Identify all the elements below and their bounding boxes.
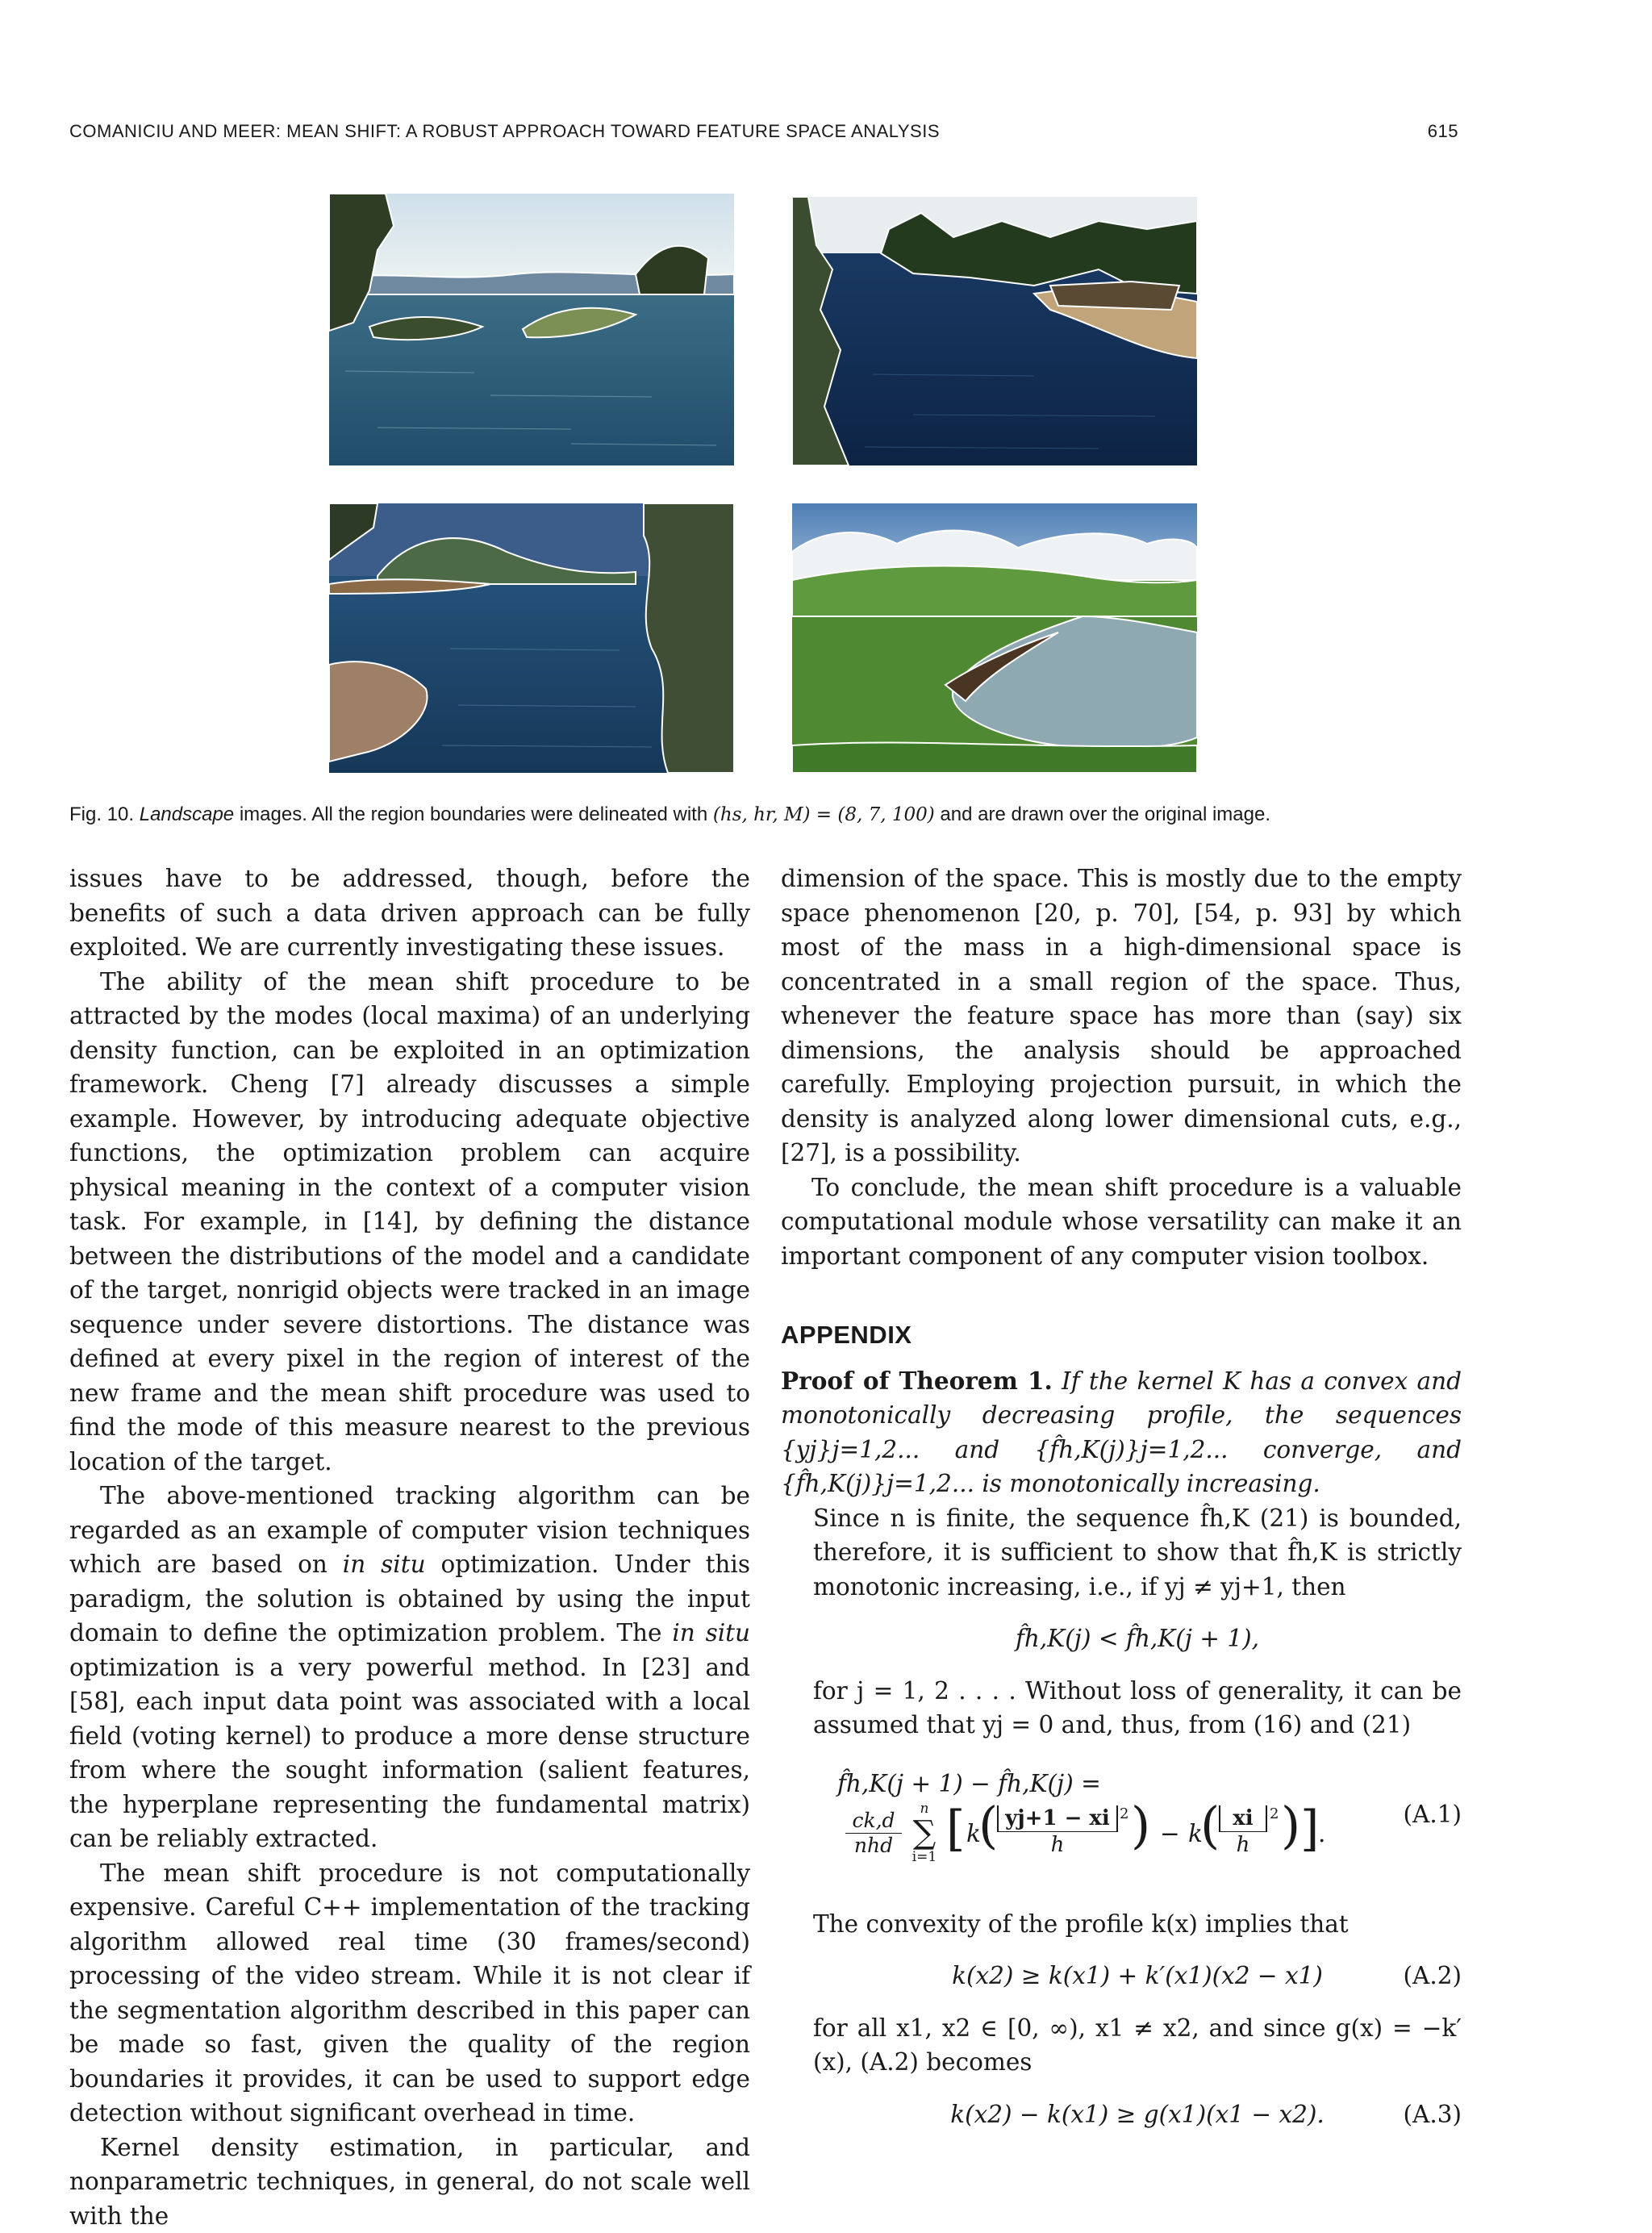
appendix-heading: APPENDIX xyxy=(781,1318,1462,1353)
eq-a1-sum-top: n xyxy=(908,1801,941,1817)
equation-inline-1: f̂h,K(j) < f̂h,K(j + 1), xyxy=(813,1622,1462,1656)
left-column xyxy=(69,862,750,2233)
theorem-text: If the kernel K has a convex and monotonically decreasing profile, the sequences {yj}j=1,2... and {f̂h,K(j)}j=1,2... converge, and {f̂h,K(j)}j=1,2... is monotonically increasing. xyxy=(781,1367,1462,1498)
running-title: COMANICIU AND MEER: MEAN SHIFT: A ROBUST APPROACH TOWARD FEATURE SPACE ANALYSIS xyxy=(69,121,940,142)
page-number: 615 xyxy=(1428,121,1458,142)
left-paragraph-4: The mean shift procedure is not computationally expensive. Careful C++ implementation of the tracking algorithm allowed real time (30 frames/second) processing of the video stream. While it is not clear if the segmentation algorithm described in this paper can be made so fast, given the quality of the region boundaries it provides, it can be used to support edge detection without significant overhead in time. xyxy=(69,1856,750,2131)
caption-text-2: and are drawn over the original image. xyxy=(940,803,1270,825)
left-paragraph-2: The ability of the mean shift procedure to be attracted by the modes (local maxima) of an underlying density function, can be exploited in an optimization framework. Cheng [7] already discusses a simple example. However, by introducing adequate objective functions, the optimization problem can acquire physical meaning in the context of a computer vision task. For example, in [14], by defining the distance between the distributions of the model and a candidate of the target, nonrigid objects were tracked in an image sequence under severe distortions. The distance was defined at every pixel in the region of interest of the new frame and the mean shift procedure was used to find the mode of this measure nearest to the previous location of the target. xyxy=(69,965,750,1480)
right-paragraph-2: To conclude, the mean shift procedure is a valuable computational module whose versatility can make it an important component of any computer vision toolbox. xyxy=(781,1171,1462,1274)
equation-a1: f̂h,K(j + 1) − f̂h,K(j) = ck,d nhd n ∑ i=1 [ k ( $\frac{yj+1 - xi}{h}$ 2 ) − k ( xi h 2 ) ] . (A.1) xyxy=(813,1767,1462,1888)
eq-a2-body: k(x2) ≥ k(x1) + k′(x1)(x2 − x1) xyxy=(952,1962,1323,1989)
p3-italic-2: in situ xyxy=(672,1619,750,1647)
eq-a1-coefficient xyxy=(845,1809,902,1858)
caption-text-1: images. All the region boundaries were delineated with xyxy=(240,803,707,825)
eq-a1-coef-num: ck,d xyxy=(845,1809,902,1834)
figure-caption xyxy=(69,803,1586,826)
figure-panel-lake-forest xyxy=(792,197,1197,465)
equation-a2 xyxy=(813,1959,1462,1993)
figure-panel-lake-islands xyxy=(329,194,734,465)
right-column xyxy=(781,862,1462,2149)
eq-a1-term-2: xi h xyxy=(1219,1805,1267,1858)
caption-math: (hs, hr, M) = (8, 7, 100) xyxy=(713,804,935,825)
left-paragraph-3 xyxy=(69,1479,750,1856)
eq-a1-term2-num: xi xyxy=(1219,1805,1267,1832)
caption-label: Fig. 10. xyxy=(69,803,134,825)
left-paragraph-5: Kernel density estimation, in particular, and nonparametric techniques, in general, do not scale well with the xyxy=(69,2131,750,2233)
p3-text-b: optimization. Under this paradigm, the solution is obtained by using the input domain to define the optimization problem. The xyxy=(69,1551,750,1647)
eq-a1-term1-num: yj+1 − xi xyxy=(997,1805,1118,1832)
right-paragraph-1: dimension of the space. This is mostly due to the empty space phenomenon [20, p. 70], [54, p. 93] by which most of the mass in a high-dimensional space is concentrated in a small region of the space. Thus, whenever the feature space has more than (say) six dimensions, the analysis should be approached carefully. Employing projection pursuit, in which the density is analyzed along lower dimensional cuts, e.g., [27], is a possibility. xyxy=(781,862,1462,1171)
equation-a3 xyxy=(813,2097,1462,2132)
eq-a2-number: (A.2) xyxy=(1404,1959,1462,1993)
caption-italic: Landscape xyxy=(140,803,234,825)
p3-italic-1: in situ xyxy=(343,1551,426,1578)
eq-a1-term-den: h xyxy=(997,1832,1118,1858)
p3-text-a: The above-mentioned tracking algorithm can be regarded as an example of computer vision techniques which are based on xyxy=(69,1482,750,1578)
eq-a1-lhs: f̂h,K(j + 1) − f̂h,K(j) = xyxy=(837,1767,1101,1801)
eq-a1-term-1 xyxy=(997,1805,1118,1858)
eq-a3-number: (A.3) xyxy=(1404,2097,1462,2132)
proof-text-2: for j = 1, 2 . . . . Without loss of generality, it can be assumed that yj = 0 and, thus, from (16) and (21) xyxy=(813,1674,1462,1743)
eq-a1-number: (A.1) xyxy=(1404,1797,1462,1832)
eq-a1-coef-den: nhd xyxy=(845,1834,902,1858)
theorem-statement xyxy=(781,1364,1462,1501)
proof-label: Proof of Theorem 1. xyxy=(781,1367,1053,1395)
left-paragraph-1: issues have to be addressed, though, before the benefits of such a data driven approach can be fully exploited. We are currently investigating these issues. xyxy=(69,862,750,965)
proof-text-1: Since n is finite, the sequence f̂h,K (21) is bounded, therefore, it is sufficient to show that f̂h,K is strictly monotonic increasing, i.e., if yj ≠ yj+1, then xyxy=(813,1501,1462,1605)
eq-a1-summation xyxy=(908,1801,941,1865)
eq-a3-body: k(x2) − k(x1) ≥ g(x1)(x1 − x2). xyxy=(950,2101,1325,2128)
figure-panel-lake-hills xyxy=(329,503,734,773)
eq-a1-sum-symbol: ∑ xyxy=(908,1817,941,1849)
proof-text-3: The convexity of the profile k(x) implies that xyxy=(813,1907,1462,1942)
figure-panel-green-hills xyxy=(792,503,1197,773)
eq-a1-sum-bot: i=1 xyxy=(908,1849,941,1865)
proof-text-4: for all x1, x2 ∈ [0, ∞), x1 ≠ x2, and since g(x) = −k′(x), (A.2) becomes xyxy=(813,2011,1462,2080)
p3-text-c: optimization is a very powerful method. In [23] and [58], each input data point was associated with a local field (voting kernel) to produce a more dense structure from where the sought information (salient features, the hyperplane representing the fundamental matrix) can be reliably extracted. xyxy=(69,1654,750,1853)
